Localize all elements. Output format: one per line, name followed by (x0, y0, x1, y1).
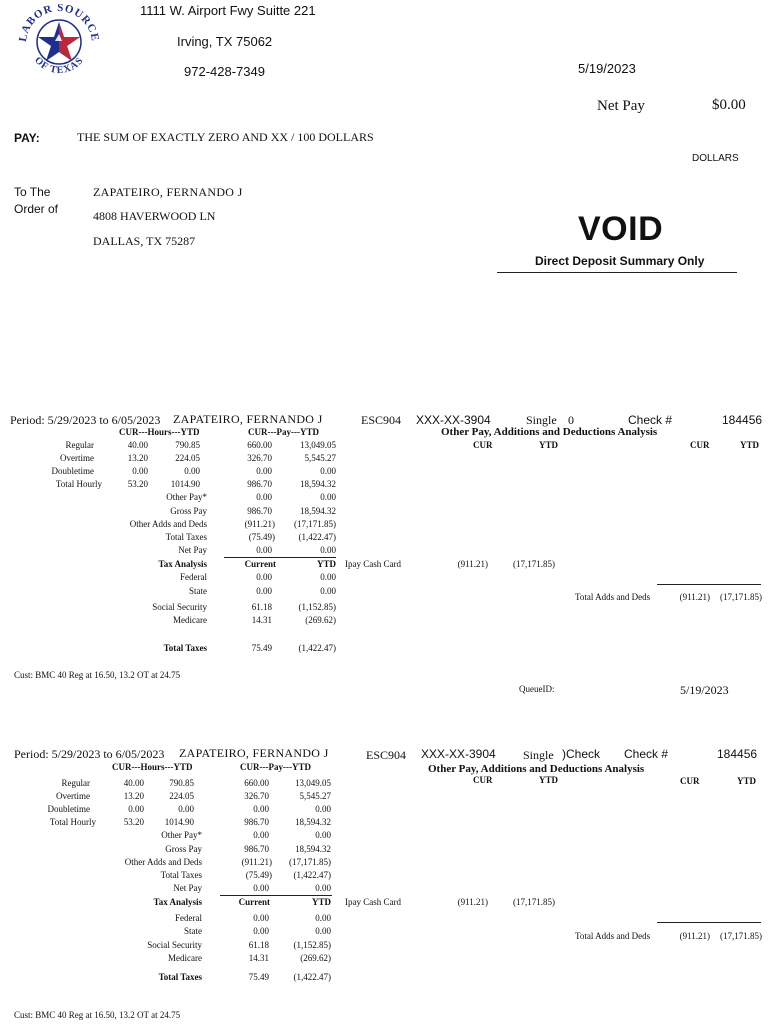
summary-cur: (911.21) (244, 519, 275, 529)
tax-cur: 14.31 (248, 953, 269, 963)
stub-allowances: 0 (568, 413, 574, 427)
tax-label: Medicare (173, 615, 207, 625)
tax-label: Federal (175, 913, 202, 923)
payee-name: ZAPATEIRO, FERNANDO J (93, 185, 243, 199)
summary-cur: (75.49) (245, 870, 272, 880)
summary-ytd: 0.00 (315, 830, 331, 840)
pay-header: CUR---Pay---YTD (240, 762, 311, 772)
stub-check-label: Check # (628, 413, 673, 427)
summary-label: Net Pay (173, 883, 202, 893)
summary-label: Gross Pay (165, 844, 202, 854)
total-taxes-label: Total Taxes (158, 972, 202, 982)
tax-cur: 0.00 (253, 926, 269, 936)
total-adds-ytd: (17,171.85) (720, 931, 762, 941)
tax-current-header: Current (238, 897, 270, 907)
tax-label: Federal (180, 572, 207, 582)
tax-ytd: (1,152.85) (298, 602, 336, 612)
summary-label: Gross Pay (170, 506, 207, 516)
logo-text-bottom: OF TEXAS (32, 54, 86, 77)
summary-cur: (911.21) (241, 857, 272, 867)
queue-label: QueueID: (519, 684, 555, 694)
tax-cur: 0.00 (256, 572, 272, 582)
summary-cur: (75.49) (248, 532, 275, 542)
company-address-line1: 1111 W. Airport Fwy Suitte 221 (140, 3, 316, 18)
summary-cur: 0.00 (253, 883, 269, 893)
summary-label: Total Taxes (160, 870, 202, 880)
stub-filing-status: Single (526, 413, 557, 427)
tax-analysis-header: Tax Analysis (153, 897, 202, 907)
other-cur-header: CUR (473, 440, 493, 450)
summary-label: Other Adds and Deds (124, 857, 202, 867)
tax-cur: 0.00 (253, 913, 269, 923)
ipay-label: Ipay Cash Card (345, 559, 401, 569)
right-ytd-header: YTD (737, 776, 757, 786)
ipay-label: Ipay Cash Card (345, 897, 401, 907)
void-stamp: VOID (578, 210, 664, 248)
payee-address-line2: DALLAS, TX 75287 (93, 234, 196, 248)
tax-ytd: 0.00 (315, 926, 331, 936)
summary-cur: 0.00 (253, 830, 269, 840)
net-pay-value: $0.00 (712, 97, 746, 113)
total-adds-cur: (911.21) (679, 931, 710, 941)
total-taxes-cur: 75.49 (251, 643, 272, 653)
tax-label: Medicare (168, 953, 202, 963)
summary-cur: 986.70 (247, 506, 272, 516)
other-pay-header: Other Pay, Additions and Deductions Analysis (441, 426, 658, 438)
summary-ytd: 0.00 (320, 545, 336, 555)
stub-employee-name: ZAPATEIRO, FERNANDO J (179, 746, 329, 760)
summary-cur: 0.00 (256, 545, 272, 555)
tax-ytd: (269.62) (300, 953, 331, 963)
total-adds-rule (657, 922, 761, 923)
ipay-cur: (911.21) (457, 897, 488, 907)
ipay-ytd: (17,171.85) (513, 559, 555, 569)
summary-ytd: 18,594.32 (300, 506, 336, 516)
stub-period: Period: 5/29/2023 to 6/05/2023 (14, 747, 165, 761)
to-order-line1: To The (14, 185, 51, 199)
summary-ytd: 0.00 (315, 883, 331, 893)
total-adds-cur: (911.21) (679, 592, 710, 602)
tax-ytd: 0.00 (320, 586, 336, 596)
stub-period: Period: 5/29/2023 to 6/05/2023 (10, 413, 161, 427)
logo-text-top: LABOR SOURCE (16, 4, 102, 43)
summary-ytd: (1,422.47) (293, 870, 331, 880)
dollars-label: DOLLARS (692, 153, 739, 164)
stub-ssn: XXX-XX-3904 (421, 747, 496, 761)
summary-ytd: 0.00 (320, 492, 336, 502)
stub-check-number: 184456 (722, 413, 763, 427)
ipay-ytd: (17,171.85) (513, 897, 555, 907)
check-date: 5/19/2023 (578, 61, 636, 76)
stub-check-number: 184456 (717, 747, 758, 761)
right-ytd-header: YTD (740, 440, 760, 450)
total-adds-rule (657, 584, 761, 585)
total-adds-ytd: (17,171.85) (720, 592, 762, 602)
tax-cur: 61.18 (248, 940, 269, 950)
total-taxes-cur: 75.49 (248, 972, 269, 982)
tax-cur: 14.31 (251, 615, 272, 625)
ipay-cur: (911.21) (457, 559, 488, 569)
summary-ytd: (17,171.85) (289, 857, 331, 867)
cust-note: Cust: BMC 40 Reg at 16.50, 13.2 OT at 24.75 (14, 1010, 181, 1020)
right-cur-header: CUR (690, 440, 710, 450)
tax-label: State (189, 586, 207, 596)
total-adds-label: Total Adds and Deds (575, 592, 651, 602)
stub-check-overlap: )Check (562, 747, 601, 761)
tax-cur: 0.00 (256, 586, 272, 596)
pay-amount-words: THE SUM OF EXACTLY ZERO AND XX / 100 DOLLARS (77, 130, 374, 144)
other-ytd-header: YTD (539, 775, 559, 785)
tax-ytd: 0.00 (320, 572, 336, 582)
payee-address-line1: 4808 HAVERWOOD LN (93, 209, 216, 223)
net-pay-rule (224, 557, 336, 558)
stub-code: ESC904 (366, 748, 407, 762)
tax-ytd-header: YTD (311, 897, 331, 907)
stub-check-label: Check # (624, 747, 669, 761)
tax-cur: 61.18 (251, 602, 272, 612)
company-phone: 972-428-7349 (184, 64, 265, 79)
summary-cur: 0.00 (256, 492, 272, 502)
total-taxes-label: Total Taxes (163, 643, 207, 653)
tax-analysis-header: Tax Analysis (158, 559, 207, 569)
summary-ytd: (17,171.85) (294, 519, 336, 529)
hours-header: CUR---Hours---YTD (112, 762, 193, 772)
pay-label: PAY: (14, 131, 40, 145)
company-address-line2: Irving, TX 75062 (177, 34, 273, 49)
net-pay-label: Net Pay (597, 98, 645, 114)
other-ytd-header: YTD (539, 440, 559, 450)
cust-note: Cust: BMC 40 Reg at 16.50, 13.2 OT at 24.75 (14, 670, 181, 680)
tax-ytd-header: YTD (316, 559, 336, 569)
net-pay-rule (220, 895, 332, 896)
direct-deposit-label: Direct Deposit Summary Only (535, 254, 705, 268)
tax-label: State (184, 926, 202, 936)
queue-date: 5/19/2023 (680, 683, 729, 697)
tax-label: Social Security (147, 940, 202, 950)
total-taxes-ytd: (1,422.47) (293, 972, 331, 982)
pay-stub-2: Period: 5/29/2023 to 6/05/2023 ZAPATEIRO, FERNANDO J ESC904 XXX-XX-3904 Single )Check Check # 184456 CUR---Hours---YTD CUR---Pay---YTD Other Pay, Additions and Deductions Analysis CUR YTD CUR YTD Regular 40.00 790.85 660.00 13,049.05 Overtime 13.20 224.05 326.70 5,545.27 Doubletime 0.00 0.00 0.00 0.00 Total Hourly 53.20 1014.90 986.70 18,594.32 Other Pay* 0.00 0.00 Gross Pay 986.70 18,594.32 Other Adds and Deds (911.21) (17,171.85) Total Taxes (75.49) (1,422.47) Net Pay 0.00 0.00 Tax Analysis Current YTD Federal 0.00 0.00 State 0.00 0.00 Social Security 61.18 (1,152.85) Medicare 14.31 (269.62) Total Taxes 75.49 (1,422.47) Ipay Cash Card (911.21) (17,171.85) Total Adds and Deds (911.21) (17,171.85) Cust: BMC 40 Reg at 16.50, 13.2 OT at 24.75 (14, 746, 762, 1020)
summary-label: Total Taxes (165, 532, 207, 542)
tax-ytd: 0.00 (315, 913, 331, 923)
pay-header: CUR---Pay---YTD (248, 427, 319, 437)
stub-filing-status: Single (523, 748, 554, 762)
tax-label: Social Security (152, 602, 207, 612)
tax-ytd: (269.62) (305, 615, 336, 625)
other-cur-header: CUR (473, 775, 493, 785)
total-taxes-ytd: (1,422.47) (298, 643, 336, 653)
stub-code: ESC904 (361, 413, 402, 427)
stub-ssn: XXX-XX-3904 (416, 413, 491, 427)
summary-ytd: 18,594.32 (295, 844, 331, 854)
to-order-line2: Order of (14, 202, 59, 216)
hours-header: CUR---Hours---YTD (119, 427, 200, 437)
total-adds-label: Total Adds and Deds (575, 931, 651, 941)
summary-label: Net Pay (178, 545, 207, 555)
summary-label: Other Adds and Deds (129, 519, 207, 529)
summary-label: Other Pay* (166, 492, 207, 502)
summary-ytd: (1,422.47) (298, 532, 336, 542)
tax-current-header: Current (244, 559, 276, 569)
summary-cur: 986.70 (244, 844, 269, 854)
pay-stub-1: Period: 5/29/2023 to 6/05/2023 ZAPATEIRO, FERNANDO J ESC904 XXX-XX-3904 Single 0 Check # 184456 CUR---Hours---YTD CUR---Pay---YTD Other Pay, Additions and Deductions Analysis CUR YTD CUR YTD Regular 40.00 790.85 660.00 13,049.05 Overtime 13.20 224.05 326.70 5,545.27 Doubletime 0.00 0.00 0.00 0.00 Total Hourly 53.20 1014.90 986.70 18,594.32 Other Pay* 0.00 0.00 Gross Pay 986.70 18,594.32 Other Adds and Deds (911.21) (17,171.85) Total Taxes (75.49) (1,422.47) Net Pay 0.00 0.00 Tax Analysis Current YTD Federal 0.00 0.00 State 0.00 0.00 Social Security 61.18 (1,152.85) Medicare 14.31 (269.62) Total Taxes 75.49 (1,422.47) Ipay Cash Card (911.21) (17,171.85) Total Adds and Deds (911.21) (17,171.85) Cust: BMC 40 Reg at 16.50, 13.2 OT at 24.75 QueueID: 5/19/2023 (10, 412, 763, 697)
summary-label: Other Pay* (161, 830, 202, 840)
stub-employee-name: ZAPATEIRO, FERNANDO J (173, 412, 323, 426)
tax-ytd: (1,152.85) (293, 940, 331, 950)
right-cur-header: CUR (680, 776, 700, 786)
other-pay-header: Other Pay, Additions and Deductions Analysis (428, 763, 645, 775)
